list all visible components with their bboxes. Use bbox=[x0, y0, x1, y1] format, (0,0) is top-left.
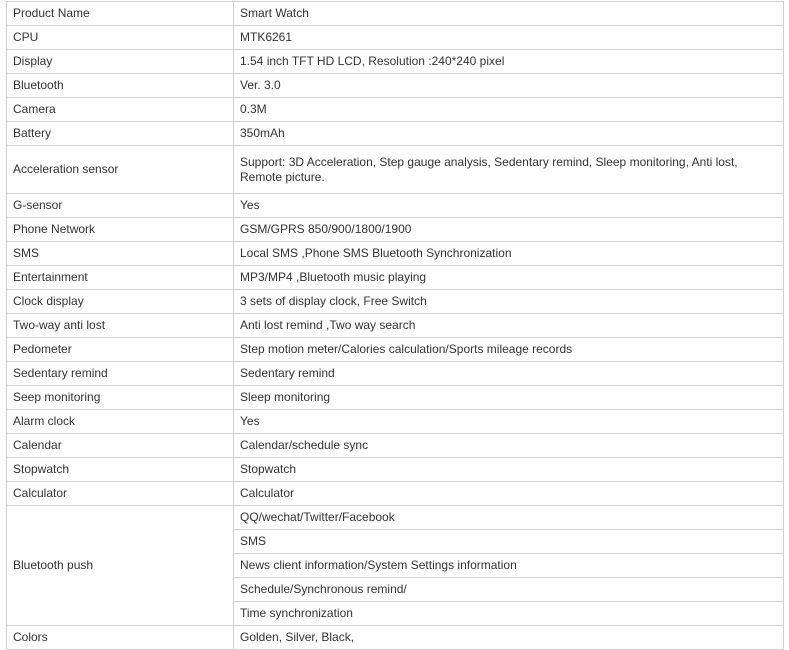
spec-row-battery bbox=[7, 122, 784, 146]
spec-value: Yes bbox=[234, 194, 784, 218]
spec-value: MTK6261 bbox=[234, 26, 784, 50]
spec-value: Yes bbox=[234, 410, 784, 434]
spec-row-calendar bbox=[7, 434, 784, 458]
spec-label: Entertainment bbox=[7, 266, 234, 290]
spec-label: Sedentary remind bbox=[7, 362, 234, 386]
spec-value: Schedule/Synchronous remind/ bbox=[234, 578, 784, 602]
spec-row-sedentary-remind bbox=[7, 362, 784, 386]
spec-value: Step motion meter/Calories calculation/Sports mileage records bbox=[234, 338, 784, 362]
spec-value: Sleep monitoring bbox=[234, 386, 784, 410]
spec-value: 3 sets of display clock, Free Switch bbox=[234, 290, 784, 314]
spec-row-acceleration-sensor bbox=[7, 146, 784, 194]
spec-value: Calendar/schedule sync bbox=[234, 434, 784, 458]
spec-value: Support: 3D Acceleration, Step gauge analysis, Sedentary remind, Sleep monitoring, Anti lost, Remote picture. bbox=[234, 146, 784, 194]
spec-row-phone-network bbox=[7, 218, 784, 242]
spec-value: SMS bbox=[234, 530, 784, 554]
spec-value: Golden, Silver, Black, bbox=[234, 626, 784, 650]
spec-row-pedometer bbox=[7, 338, 784, 362]
spec-value: Calculator bbox=[234, 482, 784, 506]
spec-value: Local SMS ,Phone SMS Bluetooth Synchronization bbox=[234, 242, 784, 266]
spec-value: 350mAh bbox=[234, 122, 784, 146]
spec-row-entertainment bbox=[7, 266, 784, 290]
spec-label: Product Name bbox=[7, 2, 234, 26]
spec-value: MP3/MP4 ,Bluetooth music playing bbox=[234, 266, 784, 290]
spec-value: GSM/GPRS 850/900/1800/1900 bbox=[234, 218, 784, 242]
spec-row-bluetooth bbox=[7, 74, 784, 98]
spec-value: Smart Watch bbox=[234, 2, 784, 26]
spec-row-g-sensor bbox=[7, 194, 784, 218]
spec-row-stopwatch bbox=[7, 458, 784, 482]
spec-value: Time synchronization bbox=[234, 602, 784, 626]
spec-label: Seep monitoring bbox=[7, 386, 234, 410]
spec-table bbox=[6, 1, 784, 650]
spec-label: Stopwatch bbox=[7, 458, 234, 482]
spec-row-sms bbox=[7, 242, 784, 266]
spec-label: Battery bbox=[7, 122, 234, 146]
spec-label: Pedometer bbox=[7, 338, 234, 362]
spec-label: CPU bbox=[7, 26, 234, 50]
spec-value: 1.54 inch TFT HD LCD, Resolution :240*240 pixel bbox=[234, 50, 784, 74]
spec-label: Calendar bbox=[7, 434, 234, 458]
spec-value: QQ/wechat/Twitter/Facebook bbox=[234, 506, 784, 530]
spec-label: Acceleration sensor bbox=[7, 146, 234, 194]
spec-row-display bbox=[7, 50, 784, 74]
spec-label: Bluetooth push bbox=[7, 506, 234, 626]
spec-row-colors bbox=[7, 626, 784, 650]
spec-row-seep-monitoring bbox=[7, 386, 784, 410]
spec-value: 0.3M bbox=[234, 98, 784, 122]
spec-label: SMS bbox=[7, 242, 234, 266]
spec-label: G-sensor bbox=[7, 194, 234, 218]
spec-row-clock-display bbox=[7, 290, 784, 314]
spec-row-calculator bbox=[7, 482, 784, 506]
spec-row-bluetooth-push bbox=[7, 506, 784, 530]
spec-label: Camera bbox=[7, 98, 234, 122]
spec-label: Two-way anti lost bbox=[7, 314, 234, 338]
spec-label: Phone Network bbox=[7, 218, 234, 242]
spec-row-product-name bbox=[7, 2, 784, 26]
spec-value: Sedentary remind bbox=[234, 362, 784, 386]
spec-value: News client information/System Settings information bbox=[234, 554, 784, 578]
spec-label: Alarm clock bbox=[7, 410, 234, 434]
spec-label: Clock display bbox=[7, 290, 234, 314]
spec-label: Bluetooth bbox=[7, 74, 234, 98]
spec-row-camera bbox=[7, 98, 784, 122]
spec-row-cpu bbox=[7, 26, 784, 50]
spec-value: Anti lost remind ,Two way search bbox=[234, 314, 784, 338]
spec-value: Ver. 3.0 bbox=[234, 74, 784, 98]
spec-label: Calculator bbox=[7, 482, 234, 506]
spec-label: Display bbox=[7, 50, 234, 74]
spec-row-two-way-anti-lost bbox=[7, 314, 784, 338]
spec-row-alarm-clock bbox=[7, 410, 784, 434]
spec-label: Colors bbox=[7, 626, 234, 650]
spec-value: Stopwatch bbox=[234, 458, 784, 482]
